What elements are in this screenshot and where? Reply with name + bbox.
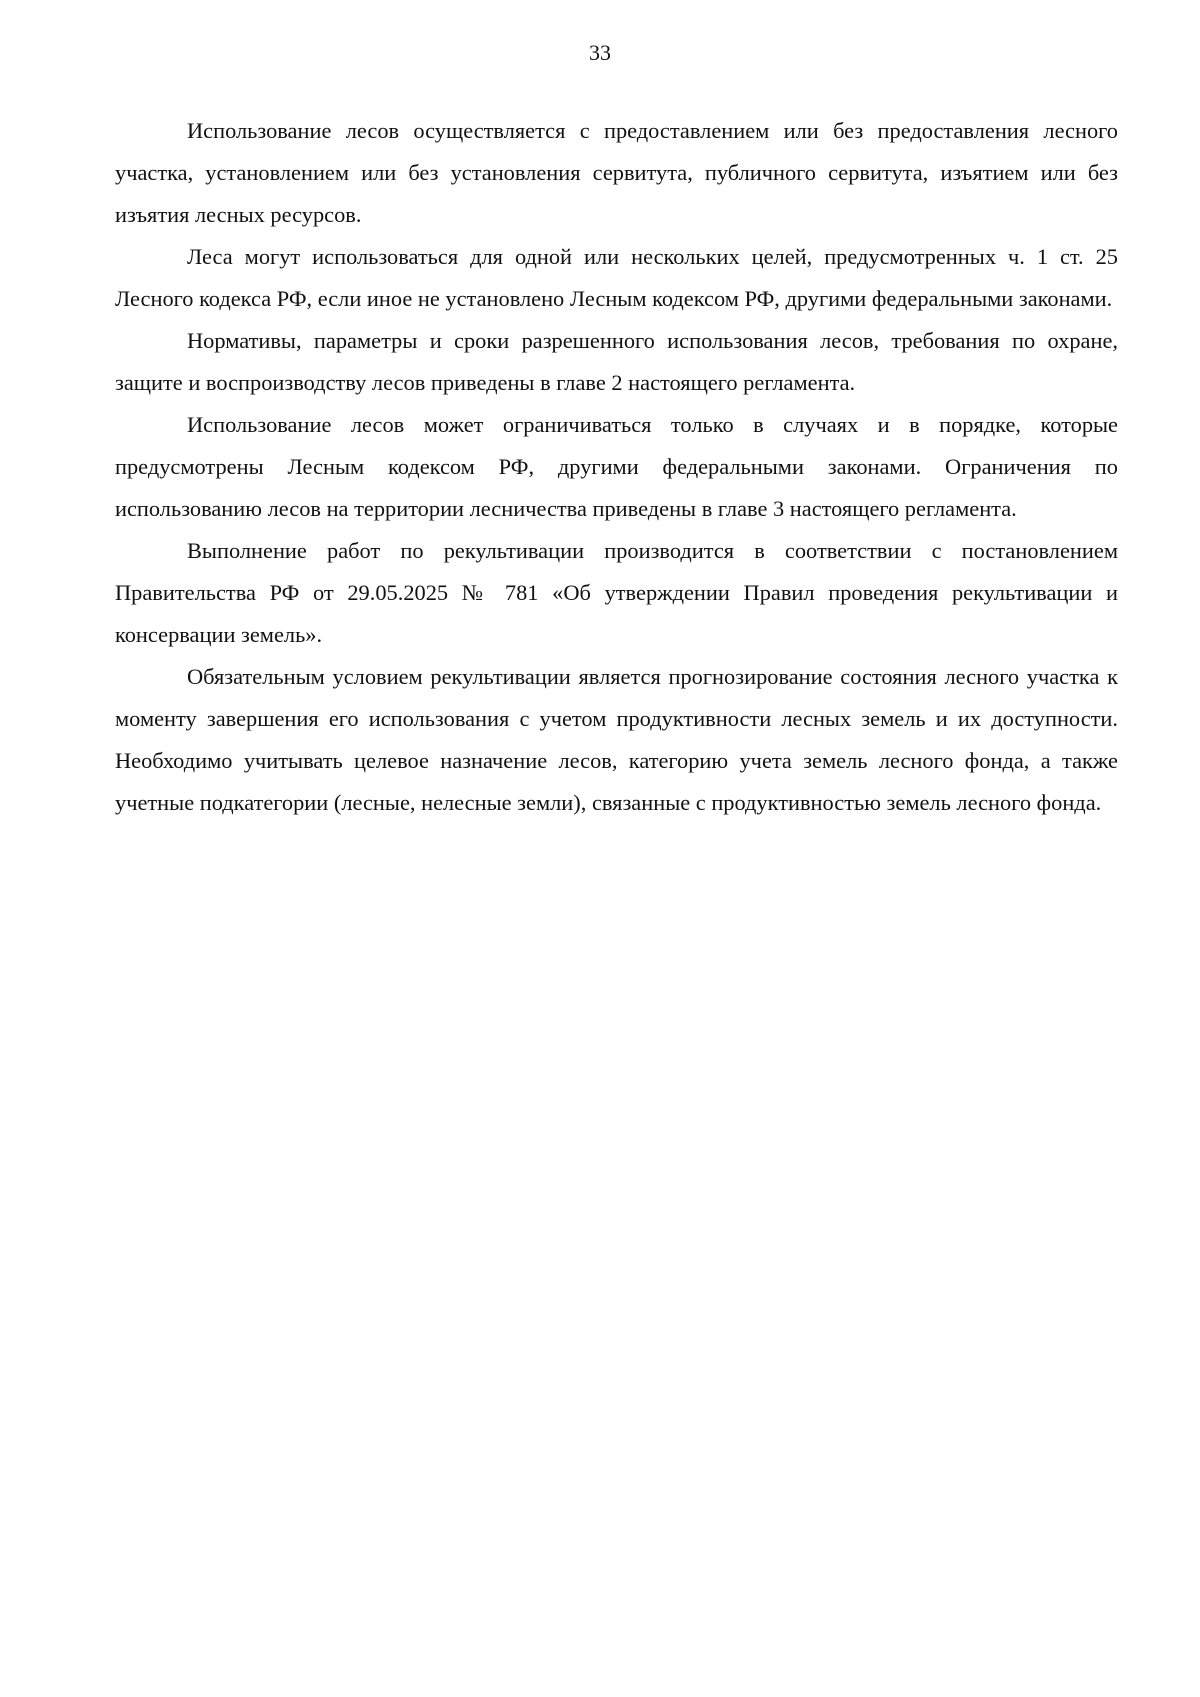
paragraph-forest-use-purposes: Леса могут использоваться для одной или нескольких целей, предусмотренных ч. 1 ст. 25 Лесного кодекса РФ, если иное не установлено Лесным кодексом РФ, другими федеральными законами. [115, 244, 1118, 311]
paragraph-use-norms: Нормативы, параметры и сроки разрешенного использования лесов, требования по охране, защите и воспроизводству лесов приведены в главе 2 настоящего регламента. [115, 328, 1118, 395]
paragraph-forest-use-modes: Использование лесов осуществляется с предоставлением или без предоставления лесного участка, установлением или без установления сервитута, публичного сервитута, изъятием или без изъятия лесных ресурсов. [115, 118, 1118, 227]
document-body [115, 110, 1118, 824]
paragraph-recultivation-condition: Обязательным условием рекультивации является прогнозирование состояния лесного участка к моменту завершения его использования с учетом продуктивности лесных земель и их доступности. Необходимо учитывать целевое назначение лесов, категорию учета земель лесного фонда, а также учетные подкатегории (лесные, нелесные земли), связанные с продуктивностью земель лесного фонда. [115, 664, 1118, 815]
page-number: 33 [589, 40, 611, 65]
paragraph-recultivation-regulation: Выполнение работ по рекультивации производится в соответствии с постановлением Правительства РФ от 29.05.2025 № 781 «Об утверждении Правил проведения рекультивации и консервации земель». [115, 538, 1118, 647]
paragraph-use-restrictions: Использование лесов может ограничиваться только в случаях и в порядке, которые предусмотрены Лесным кодексом РФ, другими федеральными законами. Ограничения по использованию лесов на территории лесничества приведены в главе 3 настоящего регламента. [115, 412, 1118, 521]
